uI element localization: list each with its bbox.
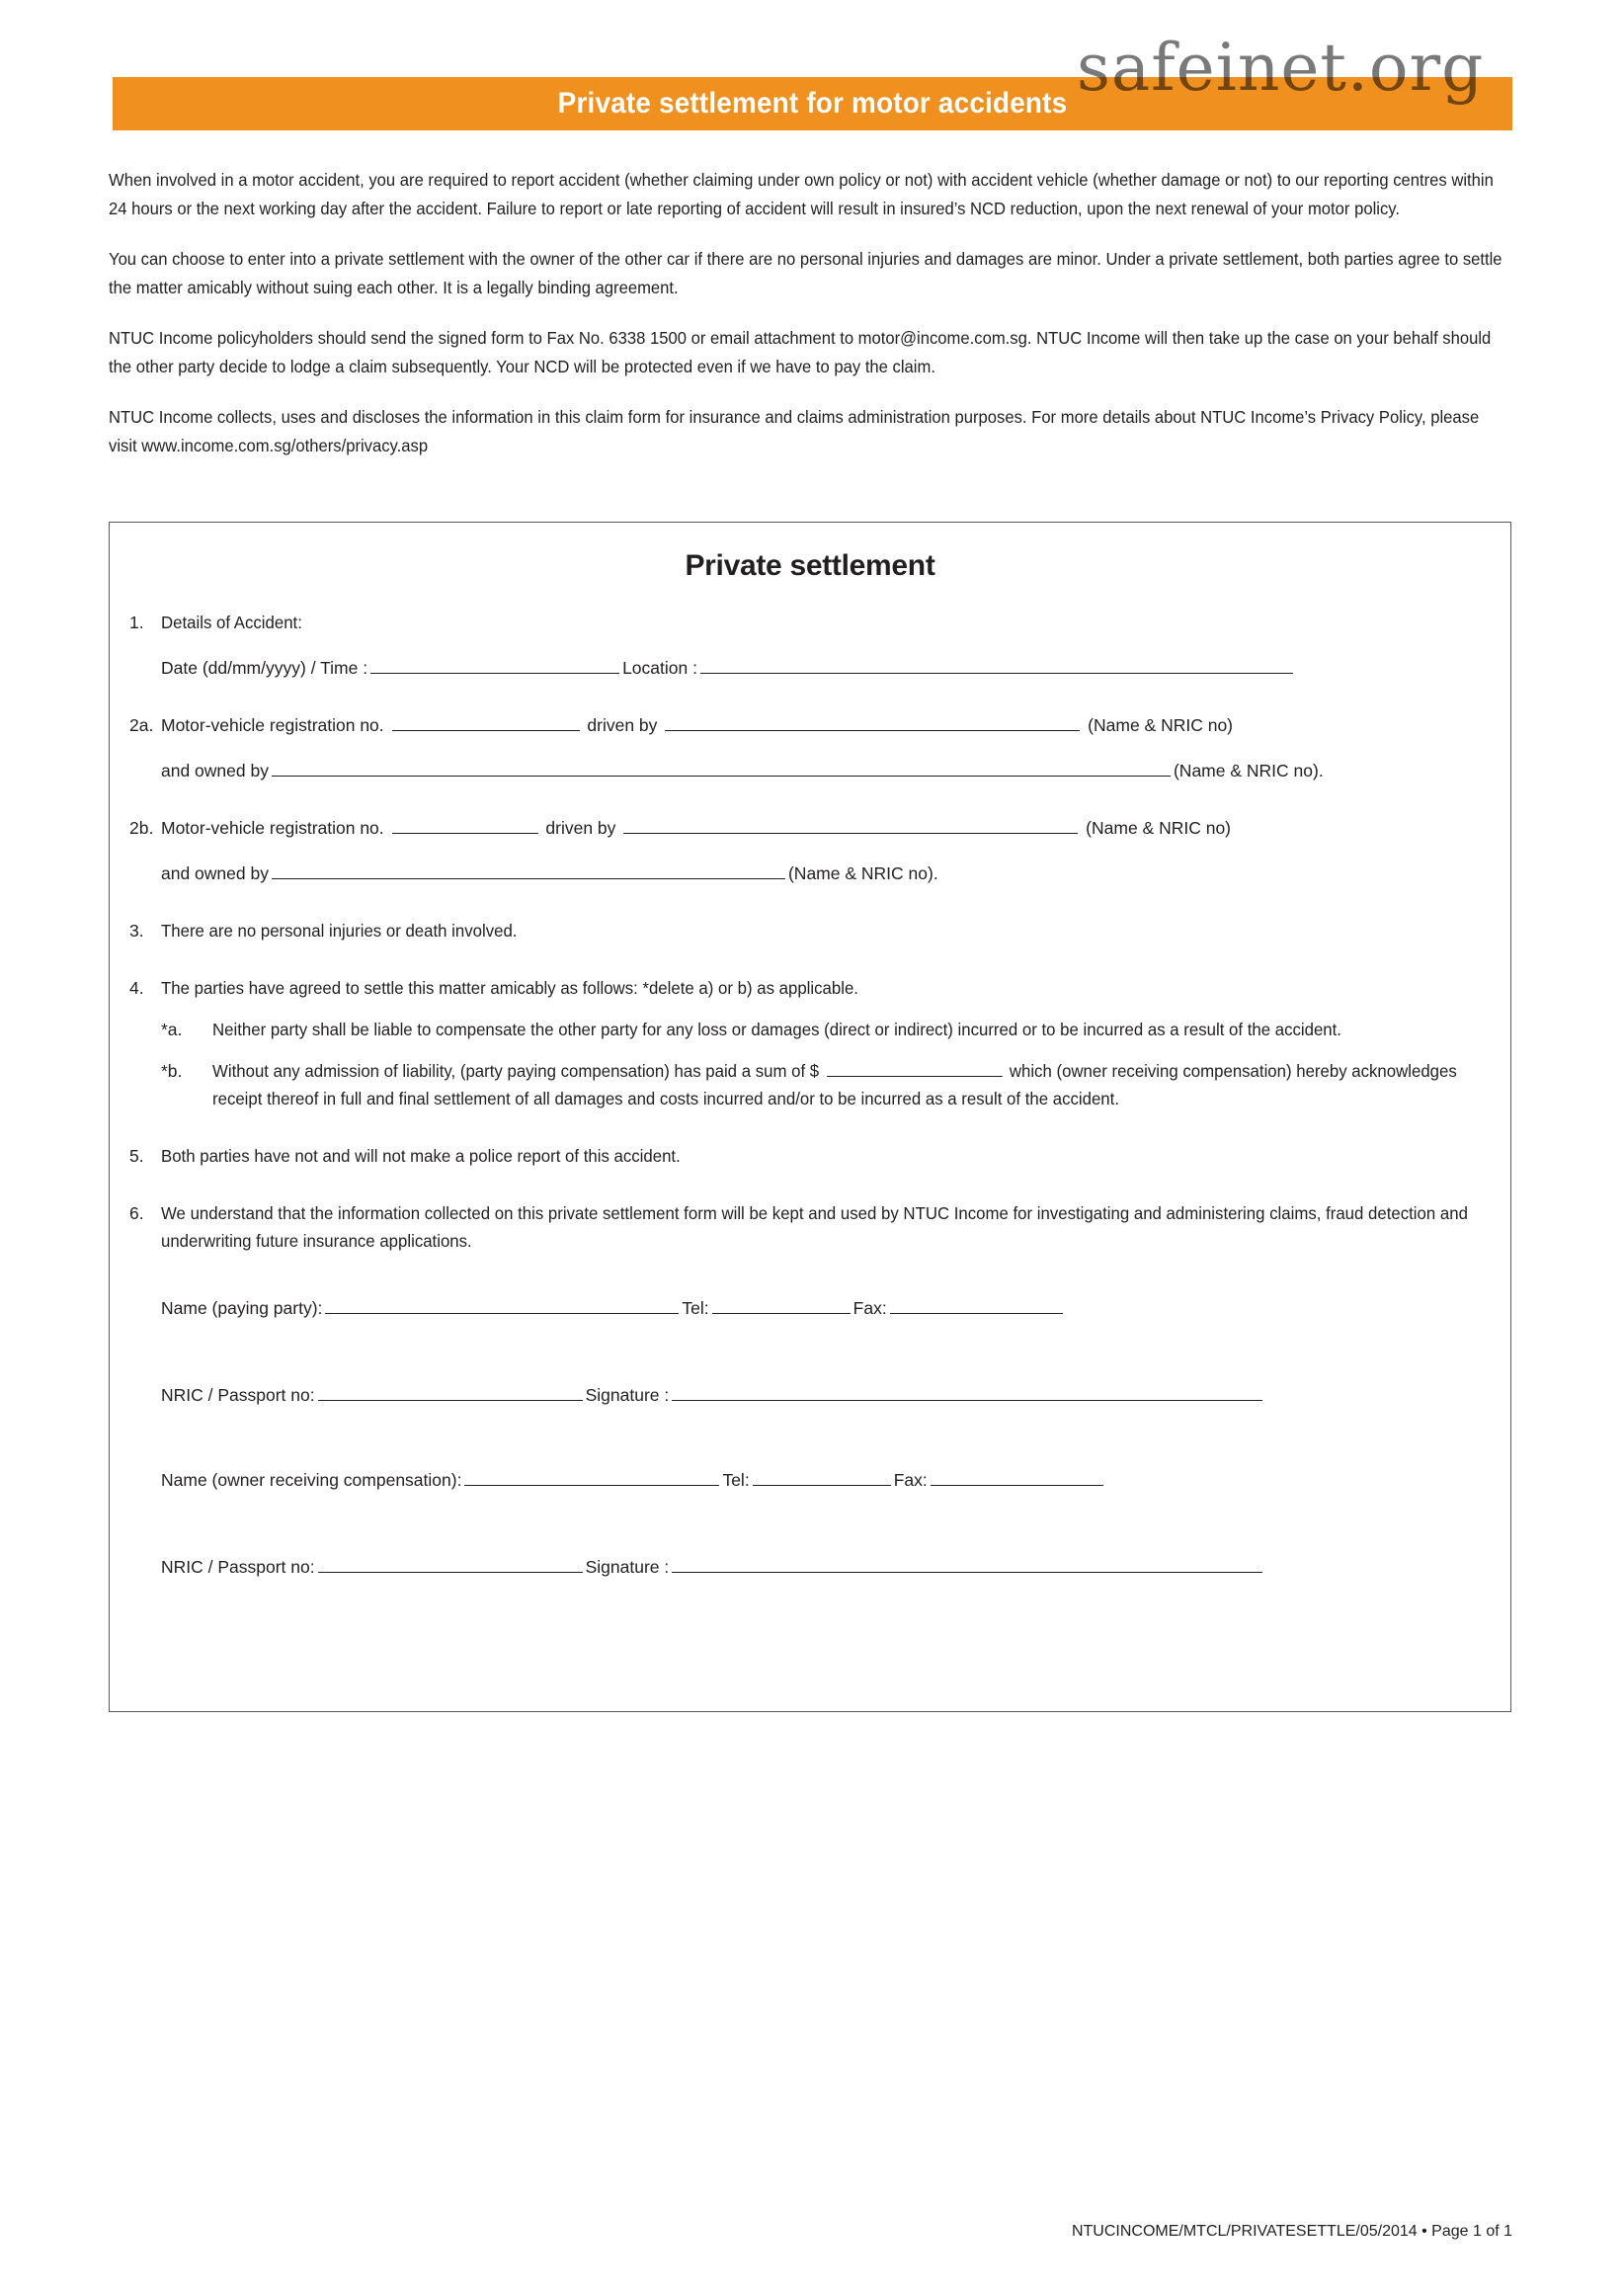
- payer-nric-line: [110, 1381, 1510, 1409]
- form-item-4a: [161, 1016, 1493, 1043]
- driver-input-2b[interactable]: [623, 818, 1078, 834]
- page-footer: NTUCINCOME/MTCL/PRIVATESETTLE/05/2014 • Page 1 of 1: [1071, 2223, 1512, 2240]
- form-item-4b: [161, 1057, 1493, 1112]
- intro-paragraph-1: When involved in a motor accident, you are required to report accident (whether claiming under own policy or not) with accident vehicle (whether damage or not) to our reporting centres within 24 hours or the next working day after the accident. Failure to report or late reporting of accident will result in insured’s NCD reduction, upon the next renewal of your motor policy.: [109, 170, 1494, 218]
- payer-name-input[interactable]: [325, 1298, 679, 1314]
- name-nric-note: (Name & NRIC no): [1088, 715, 1234, 735]
- name-nric-note: (Name & NRIC no).: [787, 863, 938, 883]
- compensation-amount-input[interactable]: [827, 1061, 1003, 1077]
- item-1-label: Details of Accident:: [161, 613, 302, 632]
- receiver-fax-label: Fax:: [893, 1470, 928, 1490]
- and-owned-by-label: and owned by: [161, 863, 269, 883]
- watermark-text: safeinet.org: [1077, 30, 1485, 106]
- receiver-fax-input[interactable]: [931, 1470, 1103, 1486]
- receiver-nric-input[interactable]: [318, 1557, 583, 1573]
- item-number: 4.: [129, 978, 144, 998]
- receiver-tel-label: Tel:: [722, 1470, 750, 1490]
- owner-input-2b[interactable]: [272, 863, 785, 879]
- driven-by-label: driven by: [587, 715, 658, 735]
- form-item-2b: [110, 814, 1510, 842]
- item-3-text: There are no personal injuries or death involved.: [161, 921, 518, 941]
- header-banner: [113, 77, 1512, 130]
- form-item-3: [110, 917, 1510, 944]
- location-input[interactable]: [700, 658, 1293, 674]
- form-item-2a: [110, 711, 1510, 739]
- intro-section: [109, 166, 1513, 482]
- payer-tel-label: Tel:: [682, 1298, 709, 1318]
- date-time-label: Date (dd/mm/yyyy) / Time :: [161, 658, 368, 678]
- item-6-text: We understand that the information collected on this private settlement form will be kept and used by NTUC Income for investigating and administering claims, fraud detection and underwriting future insurance applications.: [161, 1203, 1468, 1251]
- and-owned-by-label: and owned by: [161, 761, 269, 780]
- payer-nric-label: NRIC / Passport no:: [161, 1385, 315, 1405]
- owner-line-2b: [110, 860, 1510, 887]
- item-number: 6.: [129, 1203, 144, 1223]
- item-number: 3.: [129, 921, 144, 941]
- form-item-5: [110, 1142, 1510, 1170]
- location-label: Location :: [622, 658, 697, 678]
- form-item-4: [110, 974, 1510, 1112]
- receiver-name-line: [110, 1466, 1510, 1494]
- owner-line-2a: [110, 757, 1510, 784]
- name-nric-note: (Name & NRIC no): [1086, 818, 1232, 838]
- date-time-input[interactable]: [370, 658, 619, 674]
- registration-input-2a[interactable]: [392, 715, 580, 731]
- owner-input-2a[interactable]: [272, 761, 1171, 777]
- item-4b-text-after: which (owner receiving compensation) hereby acknowledges receipt thereof in full and final settlement of all damages and costs incurred and/or to be incurred as a result of the accident.: [212, 1061, 1457, 1108]
- intro-paragraph-4: NTUC Income collects, uses and discloses the information in this claim form for insurance and claims administration purposes. For more details about NTUC Income’s Privacy Policy, please visit www.income.com.sg/others/privacy.asp: [109, 407, 1480, 455]
- item-number: 5.: [129, 1146, 144, 1166]
- receiver-signature-input[interactable]: [672, 1557, 1262, 1573]
- registration-label: Motor-vehicle registration no.: [161, 818, 384, 838]
- page-title: Private settlement for motor accidents: [557, 87, 1068, 120]
- intro-paragraph-3: NTUC Income policyholders should send the signed form to Fax No. 6338 1500 or email attachment to motor@income.com.sg. NTUC Income will then take up the case on your behalf should the other party decide to lodge a claim subsequently. Your NCD will be protected even if we have to pay the claim.: [109, 328, 1492, 376]
- name-nric-note: (Name & NRIC no).: [1173, 761, 1324, 780]
- payer-name-line: [110, 1294, 1510, 1322]
- receiver-name-input[interactable]: [464, 1470, 719, 1486]
- payer-signature-label: Signature :: [585, 1385, 670, 1405]
- item-number: 2b.: [129, 818, 154, 838]
- receiver-signature-label: Signature :: [585, 1557, 670, 1577]
- intro-paragraph-2: You can choose to enter into a private settlement with the owner of the other car if there are no personal injuries and damages are minor. Under a private settlement, both parties agree to settle the matter amicably without suing each other. It is a legally binding agreement.: [109, 249, 1502, 297]
- item-5-text: Both parties have not and will not make a police report of this accident.: [161, 1146, 681, 1166]
- form-item-1: [110, 609, 1510, 636]
- driven-by-label: driven by: [545, 818, 616, 838]
- receiver-tel-input[interactable]: [753, 1470, 891, 1486]
- registration-label: Motor-vehicle registration no.: [161, 715, 384, 735]
- item-4a-text: Neither party shall be liable to compensate the other party for any loss or damages (direct or indirect) incurred or to be incurred as a result of the accident.: [212, 1020, 1341, 1039]
- form-items: [110, 609, 1510, 1581]
- receiver-nric-line: [110, 1553, 1510, 1581]
- payer-name-label: Name (paying party):: [161, 1298, 323, 1318]
- receiver-nric-label: NRIC / Passport no:: [161, 1557, 315, 1577]
- payer-fax-label: Fax:: [852, 1298, 887, 1318]
- registration-input-2b[interactable]: [392, 818, 538, 834]
- sub-item-number: *a.: [161, 1020, 183, 1039]
- payer-tel-input[interactable]: [712, 1298, 851, 1314]
- item-number: 1.: [129, 613, 144, 632]
- payer-signature-input[interactable]: [672, 1385, 1262, 1401]
- accident-date-location-line: [110, 654, 1510, 682]
- payer-fax-input[interactable]: [890, 1298, 1063, 1314]
- payer-nric-input[interactable]: [318, 1385, 583, 1401]
- item-4-text: The parties have agreed to settle this matter amicably as follows: *delete a) or b) as applicable.: [161, 978, 858, 998]
- item-4b-text-before: Without any admission of liability, (party paying compensation) has paid a sum of $: [212, 1061, 820, 1081]
- item-number: 2a.: [129, 715, 154, 735]
- form-title: Private settlement: [685, 549, 935, 582]
- sub-item-number: *b.: [161, 1061, 183, 1081]
- form-item-6: [110, 1199, 1510, 1255]
- private-settlement-form-box: [109, 522, 1511, 1712]
- receiver-name-label: Name (owner receiving compensation):: [161, 1470, 462, 1490]
- driver-input-2a[interactable]: [665, 715, 1080, 731]
